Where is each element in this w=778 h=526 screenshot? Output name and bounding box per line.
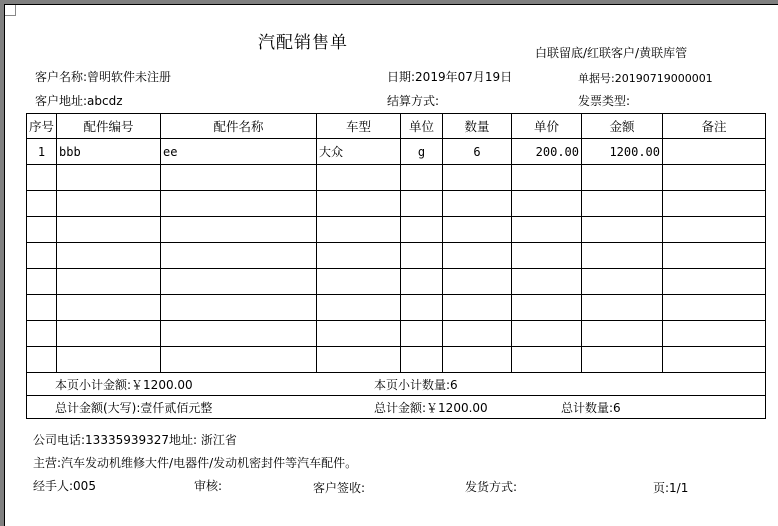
cell-note (663, 139, 766, 165)
table-row (27, 165, 766, 191)
cell-seq (27, 243, 57, 269)
cell-unit (401, 191, 443, 217)
customer-address: 客户地址:abcdz (35, 94, 123, 108)
cell-part-name: ee (161, 139, 317, 165)
cell-amount (582, 165, 663, 191)
table-row (27, 347, 766, 373)
grand-total-row (27, 396, 766, 419)
cell-car-model (317, 165, 401, 191)
table-row (27, 217, 766, 243)
table-row (27, 191, 766, 217)
cell-price: 200.00 (512, 139, 582, 165)
table-row (27, 139, 766, 165)
cell-seq: 1 (27, 139, 57, 165)
cell-unit (401, 165, 443, 191)
column-header: 配件名称 (161, 114, 317, 139)
cell-note (663, 243, 766, 269)
cell-amount (582, 321, 663, 347)
page-subtotal-qty: 本页小计数量:6 (374, 378, 458, 392)
cell-seq (27, 321, 57, 347)
cell-note (663, 217, 766, 243)
cell-car-model (317, 217, 401, 243)
cell-unit (401, 217, 443, 243)
cell-part-name (161, 269, 317, 295)
cell-car-model (317, 269, 401, 295)
cell-qty (443, 243, 512, 269)
cell-price (512, 191, 582, 217)
cell-car-model: 大众 (317, 139, 401, 165)
cell-part-name (161, 165, 317, 191)
cell-part-no (57, 165, 161, 191)
cell-price (512, 295, 582, 321)
cell-car-model (317, 295, 401, 321)
table-row (27, 321, 766, 347)
print-preview-page (4, 4, 778, 526)
cell-seq (27, 295, 57, 321)
column-header: 备注 (663, 114, 766, 139)
cell-note (663, 295, 766, 321)
table-row (27, 295, 766, 321)
column-header: 金额 (582, 114, 663, 139)
cell-unit (401, 347, 443, 373)
reviewer: 审核: (194, 479, 223, 493)
column-header: 车型 (317, 114, 401, 139)
cell-seq (27, 347, 57, 373)
cell-note (663, 269, 766, 295)
cell-qty (443, 321, 512, 347)
cell-car-model (317, 347, 401, 373)
cell-part-name (161, 217, 317, 243)
cell-price (512, 269, 582, 295)
cell-unit (401, 243, 443, 269)
cell-unit (401, 269, 443, 295)
cell-unit (401, 321, 443, 347)
cell-price (512, 321, 582, 347)
cell-qty (443, 347, 512, 373)
total-amount: 总计金额:￥1200.00 (374, 401, 488, 415)
cell-part-name (161, 191, 317, 217)
cell-part-no (57, 217, 161, 243)
cell-part-name (161, 321, 317, 347)
cell-amount (582, 347, 663, 373)
customer-name: 客户名称:曾明软件未注册 (35, 70, 172, 84)
cell-amount (582, 243, 663, 269)
business-scope: 主营:汽车发动机维修大件/电器件/发动机密封件等汽车配件。 (33, 456, 358, 470)
invoice-type: 发票类型: (578, 94, 631, 108)
cell-qty (443, 217, 512, 243)
cell-qty (443, 191, 512, 217)
column-header: 配件编号 (57, 114, 161, 139)
cell-price (512, 243, 582, 269)
cell-part-no: bbb (57, 139, 161, 165)
cell-amount (582, 269, 663, 295)
cell-seq (27, 217, 57, 243)
cell-seq (27, 165, 57, 191)
cell-price (512, 165, 582, 191)
items-table (26, 113, 766, 419)
cell-car-model (317, 243, 401, 269)
cell-seq (27, 191, 57, 217)
column-header: 单价 (512, 114, 582, 139)
cell-part-name (161, 243, 317, 269)
cell-part-name (161, 295, 317, 321)
cell-qty (443, 165, 512, 191)
handler: 经手人:005 (33, 479, 96, 493)
cell-amount (582, 295, 663, 321)
total-qty: 总计数量:6 (561, 401, 621, 415)
document-title: 汽配销售单 (258, 33, 348, 53)
cell-part-no (57, 321, 161, 347)
cell-qty (443, 295, 512, 321)
cell-note (663, 347, 766, 373)
cell-part-no (57, 269, 161, 295)
table-row (27, 269, 766, 295)
cell-qty (443, 269, 512, 295)
page-subtotal-amount: 本页小计金额:￥1200.00 (55, 378, 193, 392)
page-number: 页:1/1 (653, 481, 689, 495)
cell-seq (27, 269, 57, 295)
cell-unit: g (401, 139, 443, 165)
cell-unit (401, 295, 443, 321)
cell-part-no (57, 191, 161, 217)
cell-note (663, 321, 766, 347)
cell-note (663, 191, 766, 217)
page-corner-marker (5, 5, 16, 16)
customer-signature: 客户签收: (313, 481, 366, 495)
cell-car-model (317, 321, 401, 347)
delivery-method: 发货方式: (465, 480, 518, 494)
cell-part-no (57, 243, 161, 269)
document-number: 单据号:20190719000001 (578, 72, 713, 85)
column-header: 单位 (401, 114, 443, 139)
column-header: 序号 (27, 114, 57, 139)
cell-part-name (161, 347, 317, 373)
cell-part-no (57, 347, 161, 373)
total-amount-words: 总计金额(大写):壹仟贰佰元整 (55, 401, 213, 415)
cell-amount (582, 217, 663, 243)
cell-amount: 1200.00 (582, 139, 663, 165)
cell-price (512, 347, 582, 373)
table-header-row (27, 114, 766, 139)
cell-part-no (57, 295, 161, 321)
table-row (27, 243, 766, 269)
cell-qty: 6 (443, 139, 512, 165)
cell-price (512, 217, 582, 243)
cell-note (663, 165, 766, 191)
document-date: 日期:2019年07月19日 (387, 70, 513, 84)
company-phone-address: 公司电话:13335939327地址: 浙江省 (33, 433, 237, 447)
settlement-method: 结算方式: (387, 94, 440, 108)
cell-amount (582, 191, 663, 217)
copy-note: 白联留底/红联客户/黄联库管 (535, 46, 688, 60)
column-header: 数量 (443, 114, 512, 139)
page-subtotal-row (27, 373, 766, 396)
cell-car-model (317, 191, 401, 217)
